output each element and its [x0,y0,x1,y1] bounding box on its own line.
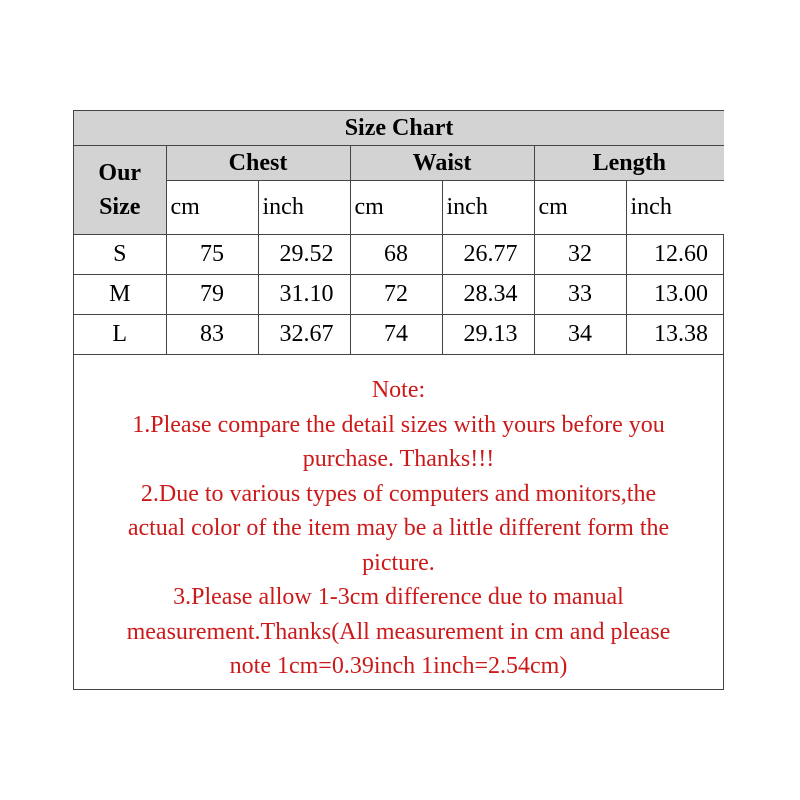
table-cell: 83 [166,315,258,355]
table-cell: 13.00 [626,275,724,315]
size-table [74,111,724,355]
table-cell: 31.10 [258,275,350,315]
note-line: 1.Please compare the detail sizes with yours before you [132,411,665,438]
note-line: 3.Please allow 1-3cm difference due to manual [173,584,624,610]
our-size-line-2: Size [99,194,141,220]
unit-header: inch [626,181,724,235]
table-cell: 33 [534,275,626,315]
group-header-waist: Waist [350,146,534,181]
note-line: picture. [362,549,435,576]
note-line: 2.Due to various types of computers and monitors,the [140,480,657,507]
our-size-line-1: Our [98,160,142,186]
note-heading: Note: [371,377,426,403]
notes-section [74,373,723,684]
size-label: M [74,275,166,315]
unit-header: inch [442,181,534,235]
note-line: actual color of the item may be a little different form the [127,515,670,541]
table-cell: 29.52 [258,235,350,275]
table-cell: 26.77 [442,235,534,275]
table-cell: 72 [350,275,442,315]
table-cell: 29.13 [442,315,534,355]
size-label: S [74,235,166,275]
note-line: purchase. Thanks!!! [302,446,495,472]
size-chart [73,110,724,690]
size-label: L [74,315,166,355]
table-cell: 75 [166,235,258,275]
our-size-header [74,146,166,235]
note-line: measurement.Thanks(All measurement in cm and please [126,618,671,645]
unit-header: cm [166,181,258,235]
group-header-chest: Chest [166,146,350,181]
table-cell: 12.60 [626,235,724,275]
table-cell: 32 [534,235,626,275]
table-cell: 32.67 [258,315,350,355]
table-cell: 34 [534,315,626,355]
table-cell: 28.34 [442,275,534,315]
table-cell: 79 [166,275,258,315]
table-row [74,275,724,315]
unit-header: cm [534,181,626,235]
table-cell: 74 [350,315,442,355]
table-row [74,235,724,275]
unit-header: inch [258,181,350,235]
chart-title: Size Chart [74,111,724,146]
table-row [74,315,724,355]
table-cell: 13.38 [626,315,724,355]
group-header-length: Length [534,146,724,181]
table-cell: 68 [350,235,442,275]
note-line: note 1cm=0.39inch 1inch=2.54cm) [229,653,568,679]
unit-header: cm [350,181,442,235]
